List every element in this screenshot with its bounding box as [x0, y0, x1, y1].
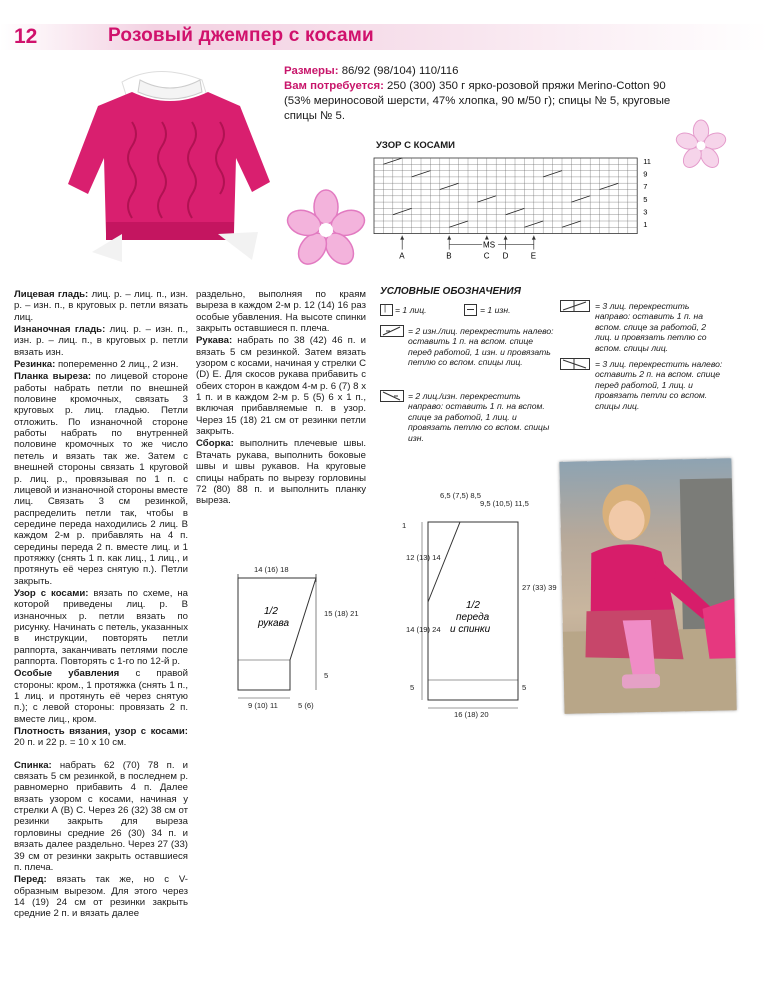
page-number: 12 — [14, 25, 38, 48]
cross-left-symbol-icon — [380, 325, 404, 337]
chart-arrow-label: C — [483, 251, 490, 261]
paragraph-text: лиц. р. – изн. п., изн. р. – лиц. п., в круговых р. петли вязать изн. — [14, 324, 188, 358]
legend-title: УСЛОВНЫЕ ОБОЗНАЧЕНИЯ — [380, 286, 521, 297]
chart-arrow-head-icon — [400, 236, 404, 240]
flower-decoration-icon — [290, 190, 362, 268]
page-title: Розовый джемпер с косами — [108, 25, 374, 46]
chart-row-label: 3 — [643, 207, 648, 217]
paragraph — [14, 588, 188, 667]
paragraph — [14, 324, 188, 358]
body-label-3: и спинки — [450, 624, 491, 635]
paragraph-term: Изнаночная гладь: — [14, 324, 106, 336]
body-top-dim: 1 — [402, 521, 407, 530]
paragraph-text: набрать 62 (70) 78 п. и связать 5 см резинкой, в последнем р. равномерно прибавить 4 п. Далее вязать узором с косами, начиная у стрелки А (В) С. Через 26 (32) 38 см от резинки закрыть для выреза горловины средние 26 (30) 34 п. и вязать далее раздельно. Через 27 (33) 39 см от резинки закрыть оставшиеся п. плеча. — [14, 759, 188, 873]
body-side-dim: 14 (19) 24 — [406, 625, 441, 634]
materials-line — [284, 79, 679, 124]
body-height-dim: 27 (33) 39 — [522, 583, 557, 592]
chart-row-label: 7 — [643, 182, 648, 192]
chart-row-label: 9 — [643, 169, 648, 179]
neck-width-dim: 6,5 (7,5) 8,5 — [440, 491, 481, 500]
paragraph-text: выполнить плечевые швы. Втачать рукава, выполнить боковые швы и швы рукавов. На круговые спицы набрать по вырезу горловины 72 (80) 88 п. и выполнить планку выреза. — [196, 438, 366, 507]
paragraph-term: Особые убавления — [14, 668, 120, 680]
purl-symbol-icon — [464, 304, 477, 316]
chart-arrow-label: B — [446, 251, 452, 261]
chart-row-label: 1 — [643, 220, 648, 229]
paragraph-term: Сборка: — [196, 438, 234, 450]
chart-row-label: 5 — [643, 194, 648, 204]
paragraph — [14, 760, 188, 873]
sweater-photo — [62, 62, 280, 262]
cable-3-right-symbol-icon — [560, 300, 590, 312]
child-photo — [559, 458, 736, 714]
chart-arrow-label: E — [530, 251, 537, 261]
legend-purl: = 1 изн. — [480, 305, 511, 315]
cable-pattern-chart — [370, 152, 666, 261]
materials-value: 250 (300) 350 г ярко-розовой пряжи Merino-Cotton 90 (53% мериносовой шерсти, 47% хлопка, 90 м/50 г); спицы № 5, круговые спицы № 5. — [284, 80, 671, 122]
paragraph-text: набрать по 38 (42) 46 п. и вязать 5 см резинкой. Затем вязать узором с косами, начиная у стрелки С (D) Е. Для скосов рукава прибавить с обеих сторон в каждом 4-м р. 6 (7) 8 х 1 п. и в каждом 2-м р. 5 (5) 6 х 1 п., включая прибавляемые п. в узор. Через 15 (18) 21 см от резинки петли закрыть. — [196, 335, 366, 438]
sizes-line — [284, 64, 679, 79]
body-label-1: 1/2 — [466, 600, 480, 611]
paragraph — [14, 726, 188, 749]
flower-decoration-small-icon — [676, 120, 726, 170]
cable-3-left-symbol-icon — [560, 358, 590, 370]
paragraph-text: вязать так же, но с V-образным вырезом. Для этого через 14 (19) 24 см от резинки закрыть средние 2 п. и вязать далее — [14, 874, 188, 920]
paragraph — [196, 335, 366, 437]
paragraph-term: Узор с косами: — [14, 587, 89, 599]
sleeve-bottom-dim: 9 (10) 11 — [248, 701, 278, 710]
chart-arrow-label: A — [399, 251, 405, 261]
paragraph — [14, 371, 188, 587]
chart-arrow-head-icon — [485, 236, 489, 240]
paragraph-text: вязать по схеме, на которой приведены лиц. р. В изнаночных р. петли вязать по рисунку. Начинать с петель, указанных в инструкции, повторять петли раппорта, заканчивать петлями после раппорта. Повторять с 1-го по 12-й р. — [14, 587, 188, 667]
paragraph-term: Плотность вязания, узор с косами: — [14, 726, 188, 738]
sleeve-label-2: рукава — [258, 618, 290, 629]
chart-arrow-head-icon — [504, 236, 508, 240]
body-label-2: переда — [456, 612, 490, 623]
intro-block — [284, 64, 679, 124]
paragraph-term: Планка выреза: — [14, 371, 92, 383]
chart-title: УЗОР С КОСАМИ — [376, 140, 456, 151]
paragraph-text: по лицевой стороне работы набрать петли по внешней половине кромочных, связать 3 круговых р. лиц. гладью. Петли отложить. По изнаночной стороне работы набрать по внутренней половине кромочных то же число петель и вязать так же. Затем с внешней стороны связать 1 круговой р. лиц. р., провязывая по 1 п. с лицевой и изнаночной стороны вместе лиц. Связать 3 см резинкой, распределить петли так, чтобы в середине переда находились 2 лиц. В каждом 2-м р. прибавлять на 4 п. середины переда 2 п. вместе лиц. и 1 протяжку (снять 1 п. как лиц., 1 лиц., и протянуть её через снятую п.). Петли закрыть. — [14, 371, 188, 587]
legend-cross-left: = 2 изн./лиц. перекрестить налево: оставить 1 п. на вспом. спице перед работой, 1 изн. и провязать петлю со вспом. спицы лиц. — [408, 326, 554, 368]
paragraph — [196, 438, 366, 506]
body-cuff-right-dim: 5 — [522, 683, 527, 692]
body-bottom-dim: 16 (18) 20 — [454, 710, 489, 719]
paragraph-term: Рукава: — [196, 335, 233, 347]
chart-row-label: 11 — [643, 157, 651, 166]
paragraph-term: Спинка: — [14, 759, 52, 771]
chart-ms-label: MS — [483, 240, 496, 250]
paragraph — [14, 289, 188, 323]
paragraph-text: 20 п. и 22 р. = 10 х 10 см. — [14, 737, 127, 749]
legend-cable-3-left: = 3 лиц. перекрестить налево: оставить 2 п. на вспом. спице перед работой, 1 лиц. и провязать петли со вспом. спицы лиц. — [595, 359, 723, 411]
paragraph-text: попеременно 2 лиц., 2 изн. — [55, 359, 179, 371]
legend-cable-3-right: = 3 лиц. перекрестить направо: оставить 1 п. на вспом. спице за работой, 2 лиц. и провязать петлю со вспом. спицы лиц. — [595, 301, 707, 353]
sizes-value: 86/92 (98/104) 110/116 — [338, 65, 459, 77]
sleeve-top-dim: 14 (16) 18 — [254, 565, 289, 574]
paragraph-text: с правой стороны: кром., 1 протяжка (снять 1 п., 1 лиц. и протянуть её через снятую п.); с левой стороны: провязать 2 п. вместе лиц., кром. — [14, 668, 188, 725]
paragraph-term: Лицевая гладь: — [14, 289, 89, 300]
sizes-label: Размеры: — [284, 65, 339, 77]
legend-cross-right: = 2 лиц./изн. перекрестить направо: оставить 1 п. на вспом. спице за работой, 1 лиц. и провязать петлю со вспом. спицы изн. — [408, 391, 550, 443]
body-cuff-dim: 5 — [410, 683, 415, 692]
paragraph — [14, 359, 188, 370]
paragraph-text: раздельно, выполняя по краям выреза в каждом 2-м р. 12 (14) 16 раз особые убавления. На высоте спинки закрыть оставшиеся п. плеча. — [196, 289, 366, 335]
sleeve-cuff-dim: 5 — [324, 671, 329, 680]
cross-right-symbol-icon — [380, 390, 404, 402]
paragraph-term: Перед: — [14, 874, 47, 886]
legend-knit: = 1 лиц. — [395, 305, 427, 315]
instructions-column-1 — [14, 289, 188, 921]
paragraph — [14, 874, 188, 919]
knit-symbol-icon: | — [380, 304, 393, 316]
sleeve-height-dim: 15 (18) 21 — [324, 609, 359, 618]
sleeve-flare-dim: 5 (6) — [298, 701, 314, 710]
paragraph-term: Резинка: — [14, 359, 56, 371]
shoulder-width-dim: 9,5 (10,5) 11,5 — [480, 499, 529, 508]
instructions-column-2 — [196, 289, 366, 508]
sleeve-schematic — [228, 560, 359, 718]
paragraph — [14, 668, 188, 725]
materials-label: Вам потребуется: — [284, 80, 384, 92]
chart-grid — [374, 158, 637, 234]
chart-arrow-label: D — [502, 251, 509, 261]
chart-arrow-head-icon — [447, 236, 451, 240]
sleeve-label-1: 1/2 — [264, 606, 278, 617]
paragraph — [196, 289, 366, 334]
chart-arrow-head-icon — [532, 236, 536, 240]
body-schematic — [398, 490, 557, 720]
vneck-depth-dim: 12 (13) 14 — [406, 553, 441, 562]
paragraph-text: лиц. р. – лиц. п., изн. р. – изн. п., в круговых р. петли вязать лиц. — [14, 289, 189, 323]
